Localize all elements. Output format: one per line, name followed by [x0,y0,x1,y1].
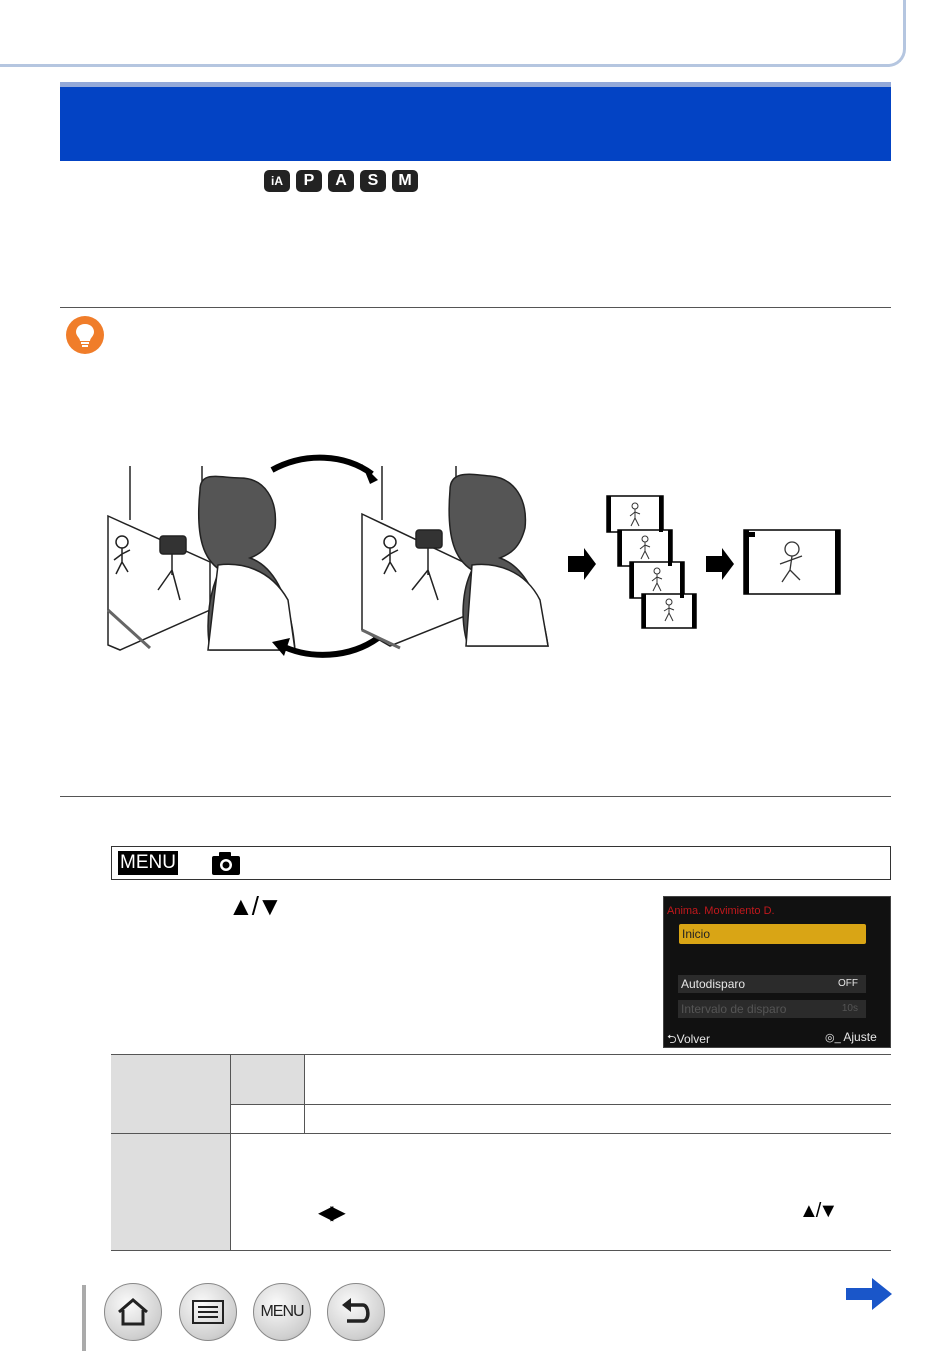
divider [60,307,891,308]
menu-item-label: Intervalo de disparo [681,1002,787,1016]
contents-button[interactable] [179,1283,237,1341]
back-button[interactable] [327,1283,385,1341]
menu-badge: MENU [118,851,178,875]
home-button[interactable] [104,1283,162,1341]
contents-icon [192,1300,224,1324]
menu-item-value: 10s [841,1003,858,1014]
next-page-arrow-icon[interactable] [846,1278,892,1310]
home-icon [116,1297,150,1327]
settings-table [111,1054,891,1251]
scene-right [362,466,548,648]
camera-icon [210,850,242,876]
lightbulb-icon [66,316,104,354]
mode-icons [264,170,418,192]
back-icon [339,1297,373,1327]
left-right-arrow-icon: ◀▶ [318,1202,343,1224]
screen-title: Anima. Movimiento D. [667,905,775,917]
scene-left [108,466,295,650]
table-cell [230,1054,304,1104]
mode-ia-icon: iA [264,170,290,192]
menu-button[interactable] [253,1283,311,1341]
menu-icon: MENU [260,1303,304,1320]
menu-item-value: OFF [838,978,858,989]
movie-frame [744,530,840,594]
table-cell [111,1134,230,1251]
menu-item-label: Autodisparo [681,977,746,991]
page-frame [0,0,906,67]
table-cell [230,1104,304,1134]
camera-menu-screen [663,896,891,1048]
self-timer-menu-item[interactable] [678,975,866,993]
title-bar [60,82,891,161]
shooting-interval-menu-item [678,1000,866,1018]
up-down-arrow-icon: ▲/▼ [799,1200,836,1222]
return-icon: ⮌ [667,1032,677,1046]
stop-motion-illustration [100,450,860,660]
back-hint: ⮌Volver [667,1032,710,1046]
mode-p-icon: P [296,170,322,192]
mode-m-icon: M [392,170,418,192]
mode-s-icon: S [360,170,386,192]
mode-a-icon: A [328,170,354,192]
divider [60,796,891,797]
table-cell [111,1054,230,1134]
start-menu-item[interactable]: Inicio [679,924,866,944]
set-hint: ◎_ Ajuste [825,1030,877,1044]
dial-icon: ◎_ [825,1032,841,1044]
nav-rule [82,1285,86,1351]
up-down-arrow-icon: ▲/▼ [228,891,281,921]
